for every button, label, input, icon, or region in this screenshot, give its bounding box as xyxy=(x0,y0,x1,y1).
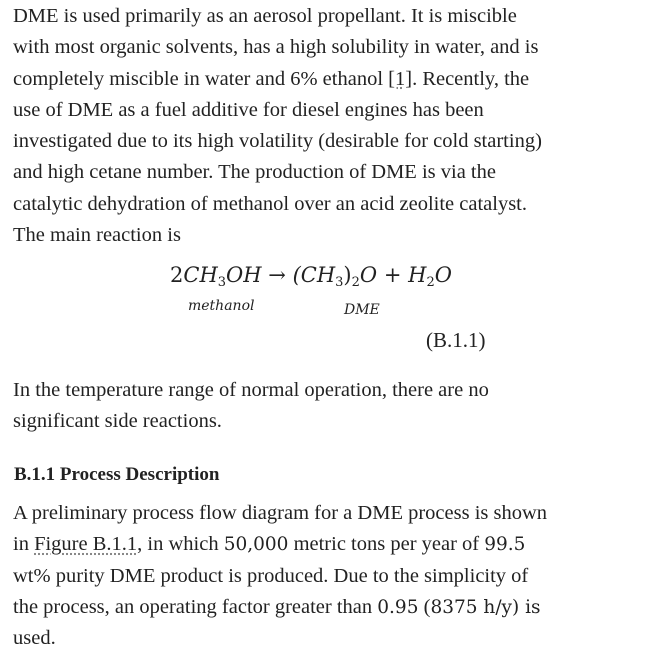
text-line: used. xyxy=(13,627,56,650)
text-line: use of DME as a fuel additive for diesel engines has been xyxy=(13,98,484,121)
text-segment: , in which xyxy=(137,533,224,556)
text-segment: the process, an operating factor greater than xyxy=(13,595,378,618)
number-value: 8375 xyxy=(430,596,478,618)
section-heading: B.1.1 Process Description xyxy=(14,464,220,485)
side-reactions-paragraph xyxy=(13,375,638,438)
text-segment: . Recently, the xyxy=(412,67,530,90)
unit-text: h/y) is xyxy=(477,596,541,618)
number-value: 0.95 xyxy=(377,596,419,618)
eq-subscript: 3 xyxy=(335,275,344,290)
text-line xyxy=(13,64,638,95)
process-description-paragraph xyxy=(13,498,638,654)
text-line: significant side reactions. xyxy=(13,410,222,433)
text-line xyxy=(13,592,638,623)
reference-link[interactable]: [1] xyxy=(388,67,413,90)
dme-label: DME xyxy=(344,302,380,318)
equation-number: (B.1.1) xyxy=(426,328,486,352)
text-line: and high cetane number. The production of DME is via the xyxy=(13,161,496,184)
number-value: 50,000 xyxy=(223,534,289,556)
text-line xyxy=(13,529,638,560)
text-line: catalytic dehydration of methanol over an acid zeolite catalyst. xyxy=(13,192,527,215)
eq-coefficient: 2 xyxy=(170,263,184,287)
text-segment: ( xyxy=(418,595,431,618)
methanol-label: methanol xyxy=(188,298,255,314)
text-segment: metric tons per year of xyxy=(288,533,485,556)
eq-term: ) xyxy=(343,263,352,287)
eq-term: CH xyxy=(183,263,218,287)
text-line: The main reaction is xyxy=(13,224,181,247)
text-line: wt% purity DME product is produced. Due to the simplicity of xyxy=(13,564,529,587)
eq-subscript: 2 xyxy=(426,275,435,290)
eq-subscript: 3 xyxy=(217,275,227,290)
text-segment: completely miscible in water and 6% ethanol xyxy=(13,67,389,90)
text-line: investigated due to its high volatility (desirable for cold starting) xyxy=(13,130,542,153)
eq-plus: + xyxy=(383,263,402,287)
eq-term: O xyxy=(359,263,378,287)
eq-subscript: 2 xyxy=(351,275,360,290)
text-line: DME is used primarily as an aerosol propellant. It is miscible xyxy=(13,5,517,27)
eq-term: OH xyxy=(226,263,262,287)
reaction-equation xyxy=(170,263,452,290)
intro-paragraph xyxy=(13,1,638,251)
number-value: 99.5 xyxy=(484,534,526,556)
figure-link[interactable]: Figure B.1.1 xyxy=(34,533,138,556)
text-line: In the temperature range of normal operation, there are no xyxy=(13,379,489,401)
eq-term: O xyxy=(434,263,452,287)
text-line: with most organic solvents, has a high solubility in water, and is xyxy=(13,36,539,59)
text-segment: in xyxy=(13,533,35,556)
eq-arrow: → xyxy=(268,263,286,287)
text-line: A preliminary process flow diagram for a DME process is shown xyxy=(13,502,548,524)
eq-term: (CH xyxy=(292,263,336,287)
eq-term: H xyxy=(408,263,427,287)
